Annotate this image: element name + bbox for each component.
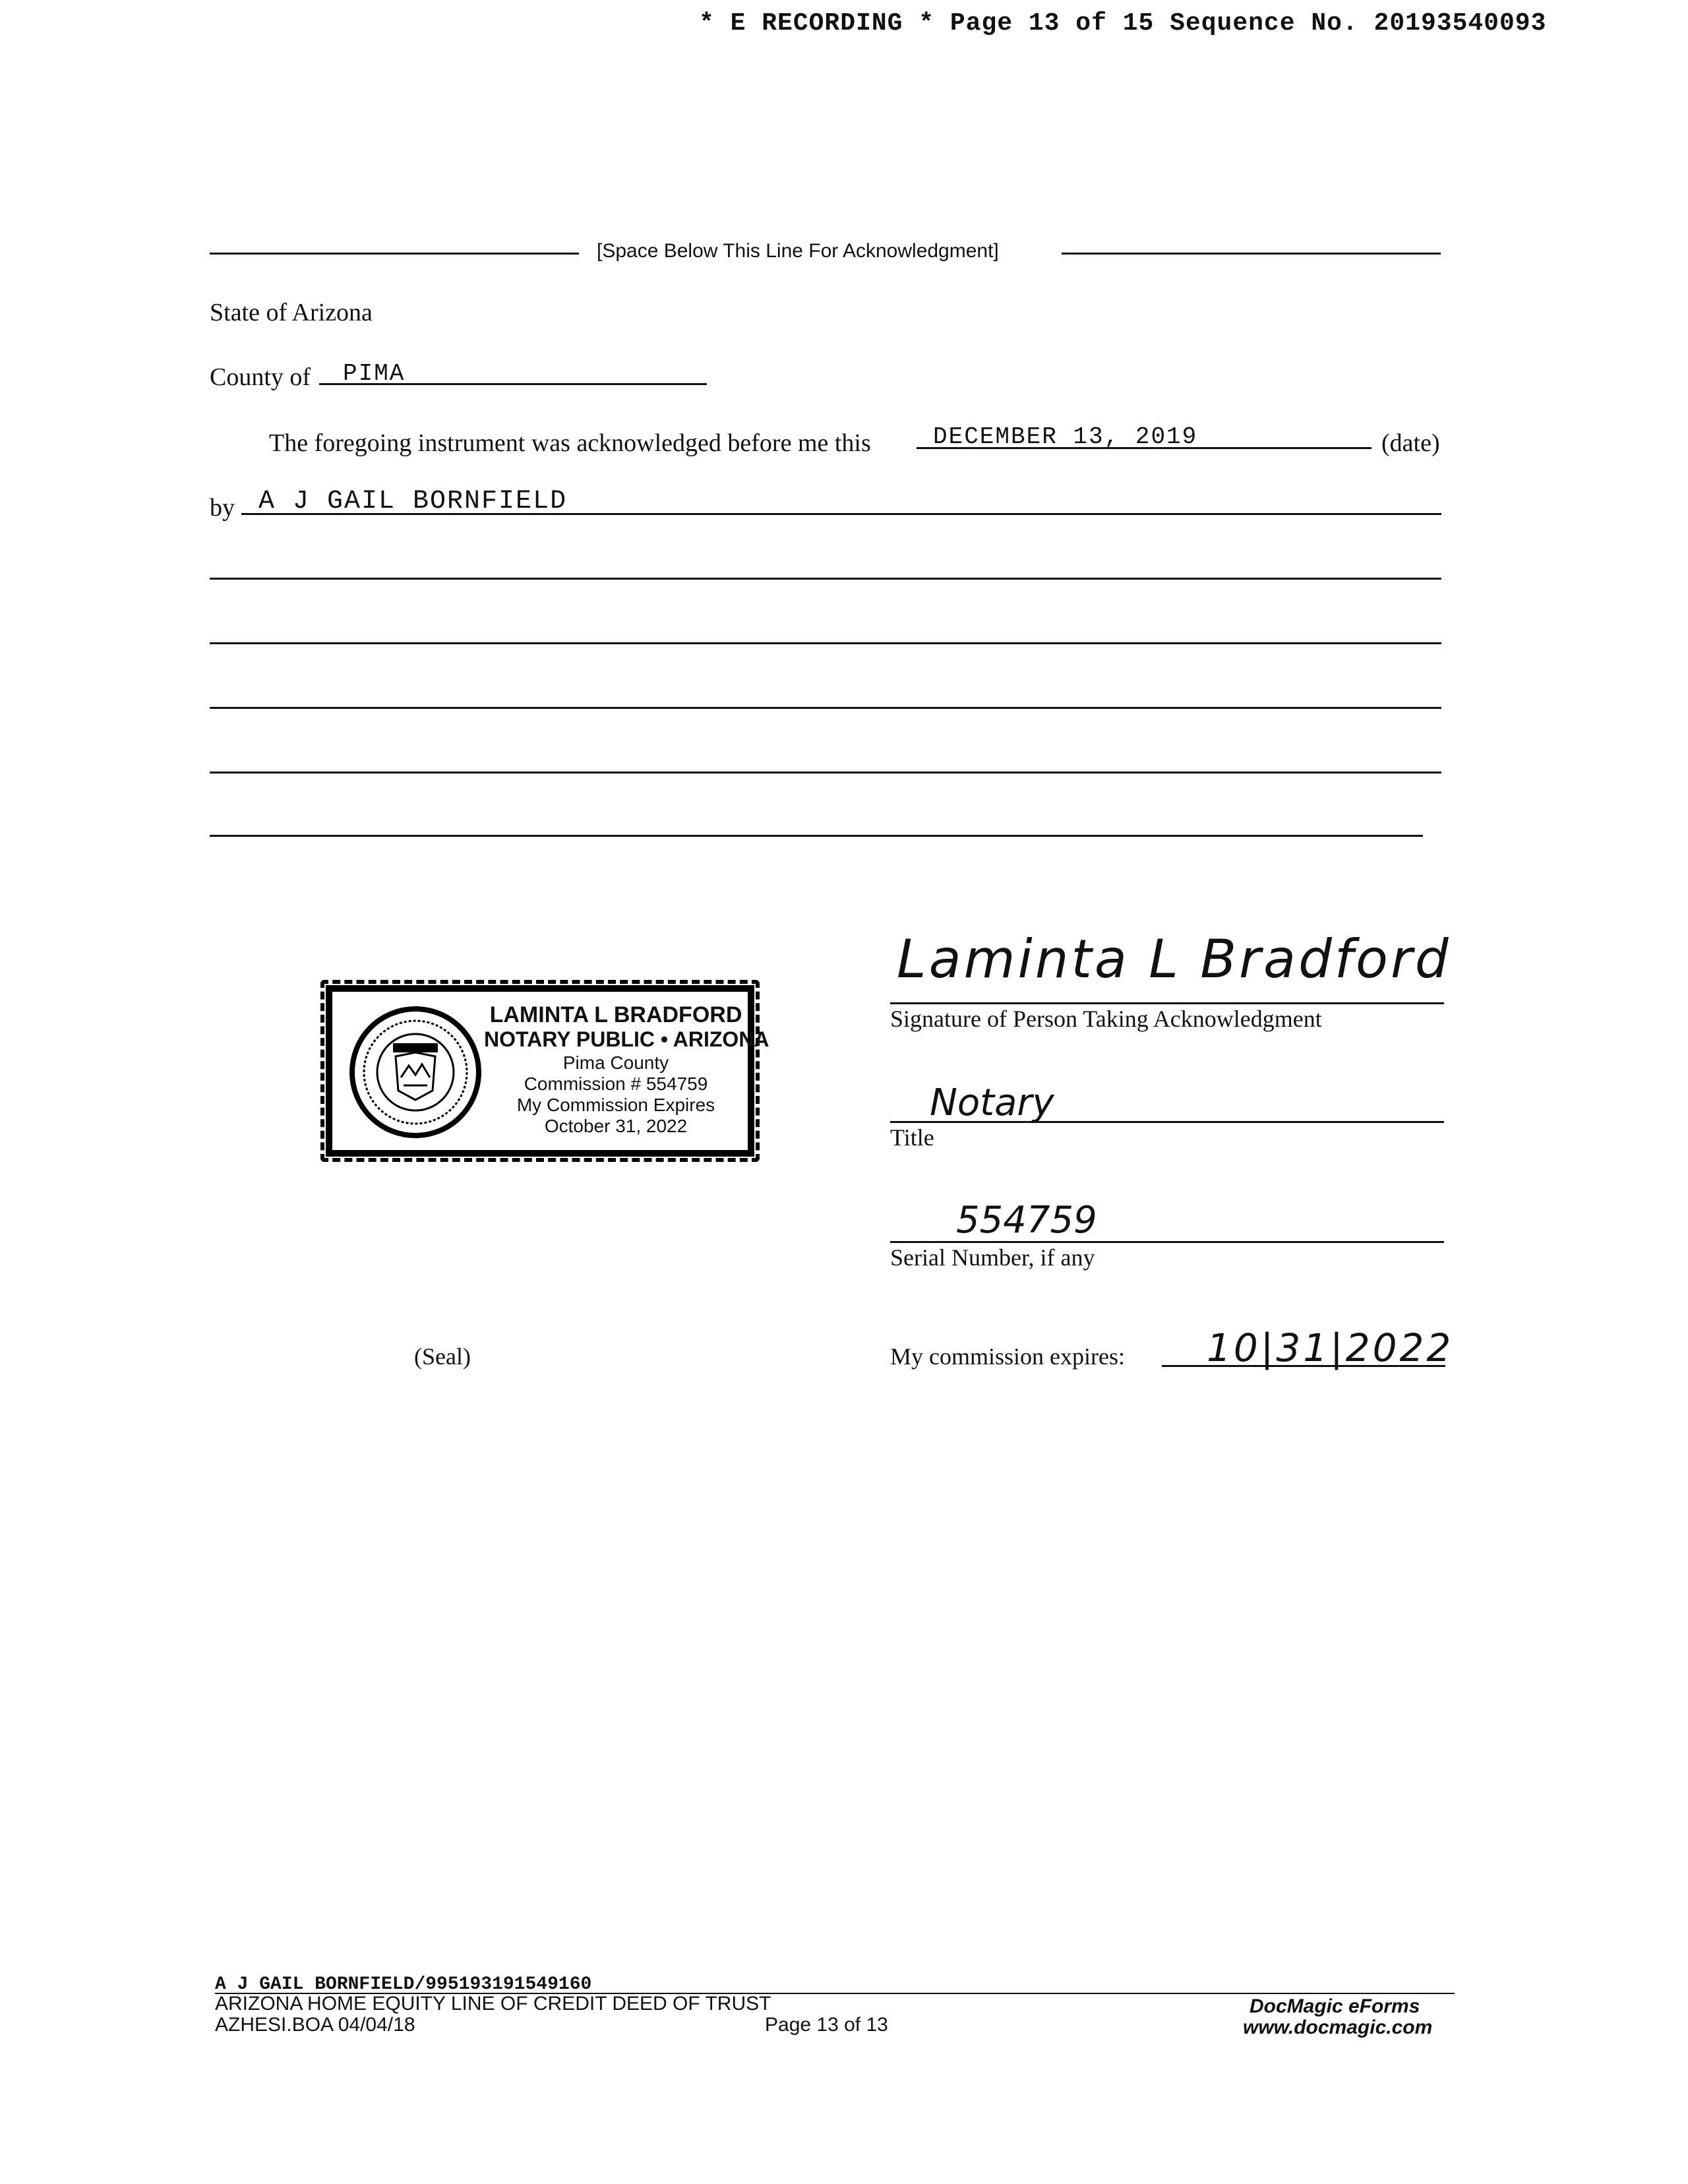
title-handwritten: Notary bbox=[930, 1081, 1054, 1124]
blank-line bbox=[210, 707, 1441, 709]
title-label: Title bbox=[890, 1124, 934, 1151]
signature-underline bbox=[890, 1002, 1444, 1004]
signature-label: Signature of Person Taking Acknowledgment bbox=[890, 1006, 1322, 1032]
by-value: A J GAIL BORNFIELD bbox=[258, 487, 568, 516]
stamp-expires-date: October 31, 2022 bbox=[544, 1116, 688, 1136]
arizona-state-seal-icon bbox=[349, 1006, 481, 1138]
commission-expires-handwritten: 10|31|2022 bbox=[1207, 1325, 1454, 1370]
title-underline bbox=[890, 1121, 1444, 1123]
footer-borrower-id: A J GAIL BORNFIELD/995193191549160 bbox=[215, 1974, 592, 1995]
footer-brand: DocMagic eForms bbox=[1250, 1995, 1420, 2017]
serial-label: Serial Number, if any bbox=[890, 1244, 1095, 1271]
blank-line bbox=[210, 642, 1441, 644]
by-underline bbox=[241, 513, 1441, 515]
acknowledgment-text: The foregoing instrument was acknowledged before me this bbox=[269, 429, 871, 457]
serial-underline bbox=[890, 1241, 1444, 1243]
acknowledgment-date-value: DECEMBER 13, 2019 bbox=[933, 423, 1198, 450]
commission-expires-label: My commission expires: bbox=[890, 1343, 1125, 1370]
county-underline bbox=[319, 383, 707, 385]
blank-line bbox=[210, 578, 1441, 580]
stamp-title: NOTARY PUBLIC • ARIZONA bbox=[484, 1027, 769, 1051]
recording-header: * E RECORDING * Page 13 of 15 Sequence No. 20193540093 bbox=[699, 9, 1547, 38]
serial-handwritten: 554759 bbox=[956, 1199, 1097, 1242]
stamp-expires-label: My Commission Expires bbox=[516, 1095, 715, 1115]
blank-line bbox=[210, 835, 1423, 837]
county-value: PIMA bbox=[343, 360, 406, 387]
county-label: County of bbox=[210, 363, 311, 391]
acknowledgment-date-suffix: (date) bbox=[1381, 429, 1440, 457]
blank-line bbox=[210, 772, 1441, 774]
seal-label: (Seal) bbox=[414, 1343, 471, 1370]
stamp-commission: Commission # 554759 bbox=[524, 1074, 708, 1094]
stamp-county: Pima County bbox=[562, 1052, 669, 1073]
footer-form-code: AZHESI.BOA 04/04/18 bbox=[215, 2014, 415, 2036]
commission-expires-underline bbox=[1162, 1365, 1445, 1367]
by-label: by bbox=[210, 494, 235, 522]
footer-page-number: Page 13 of 13 bbox=[765, 2014, 888, 2036]
notary-signature: Laminta L Bradford bbox=[897, 928, 1451, 990]
footer-form-title: ARIZONA HOME EQUITY LINE OF CREDIT DEED OF TRUST bbox=[215, 1993, 771, 2015]
notary-stamp bbox=[326, 985, 769, 1157]
state-line: State of Arizona bbox=[210, 299, 373, 326]
acknowledgment-divider-label: [Space Below This Line For Acknowledgment] bbox=[597, 240, 999, 262]
divider-left-rule bbox=[210, 253, 579, 255]
stamp-name: LAMINTA L BRADFORD bbox=[489, 1002, 742, 1027]
acknowledgment-date-underline bbox=[917, 447, 1372, 449]
footer-url: www.docmagic.com bbox=[1243, 2017, 1433, 2038]
divider-right-rule bbox=[1062, 253, 1441, 255]
